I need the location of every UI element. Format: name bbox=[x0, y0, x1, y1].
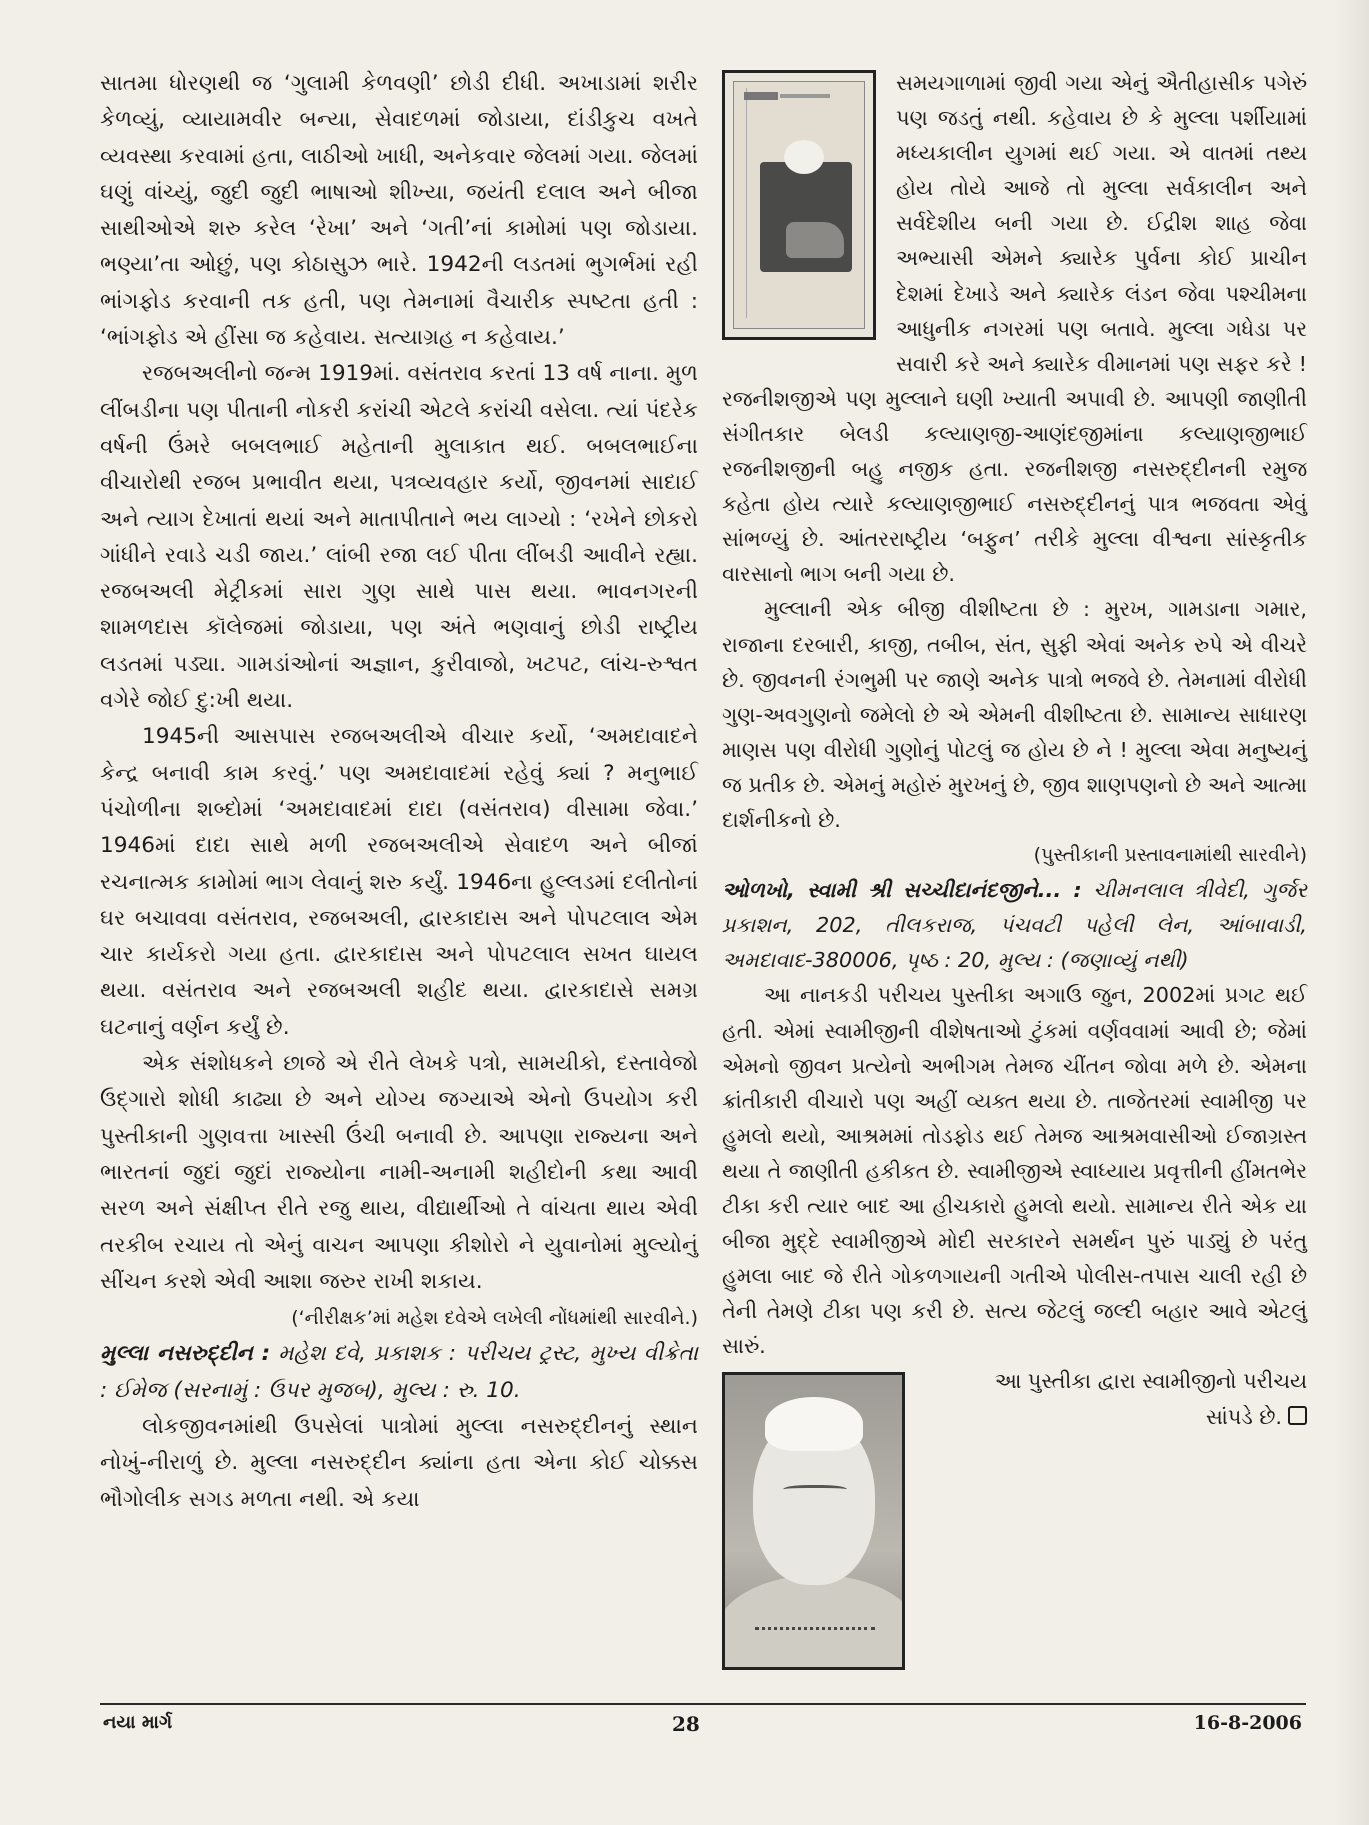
magazine-name: નયા માર્ગ bbox=[103, 1712, 173, 1733]
paragraph: 1945ની આસપાસ રજબઅલીએ વીચાર કર્યો, ‘અમદાવાદને કેન્દ્ર બનાવી કામ કરવું.’ પણ અમદાવાદમાં રહેવું ક્યાં ? મનુભાઈ પંચોળીના શબ્દોમાં ‘અમદાવાદમાં દાદા (વસંતરાવ) વીસામા જેવા.’ 1946માં દાદા સાથે મળી રજબઅલીએ સેવાદળ અને બીજાં રચનાત્મક કામોમાં ભાગ લેવાનું શરુ કર્યું. 1946ના હુલ્લડમાં દલીતોનાં ઘર બચાવવા વસંતરાવ, રજબઅલી, દ્વારકાદાસ અને પોપટલાલ એમ ચાર કાર્યકરો ગયા હતા. દ્વારકાદાસ અને પોપટલાલ સખત ઘાયલ થયા. વસંતરાવ અને રજબઅલી શહીદ થયા. દ્વારકાદાસે સમગ્ર ઘટનાનું વર્ણન કર્યું છે. bbox=[100, 724, 698, 1040]
paragraph: મુલ્લાની એક બીજી વીશીષ્ટતા છે : મુરખ, ગામડાના ગમાર, રાજાના દરબારી, કાજી, તબીબ, સંત, સુફી એવાં અનેક રુપે એ વીચરે છે. જીવનની રંગભુમી પર જાણે અનેક પાત્રો ભજવે છે. તેમનામાં વીરોધી ગુણ-અવગુણનો જમેલો છે એ એમની વીશીષ્ટતા છે. સામાન્ય સાધારણ માણસ પણ વીરોધી ગુણોનું પોટલું જ હોય છે ને ! મુલ્લા એવા મનુષ્યનું જ પ્રતીક છે. એમનું મહોરું મુરખનું છે, જીવ શાણપણનો છે અને આત્મા દાર્શનીકનો છે. bbox=[722, 597, 1307, 832]
book-title: ઓળખો, સ્વામી શ્રી સચ્ચીદાનંદજીને... : bbox=[722, 878, 1082, 903]
paragraph: સાતમા ધોરણથી જ ‘ગુલામી કેળવણી’ છોડી દીધી. અખાડામાં શરીર કેળવ્યું, વ્યાયામવીર બન્યા, સેવાદળમાં જોડાયા, દાંડીકુચ વખતે વ્યવસ્થા કરવામાં હતા, લાઠીઓ ખાધી, અનેકવાર જેલમાં ગયા. જેલમાં ઘણું વાંચ્યું, જુદી જુદી ભાષાઓ શીખ્યા, જયંતી દલાલ અને બીજા સાથીઓએ શરુ કરેલ ‘રેખા’ અને ‘ગતી’નાં કામોમાં પણ જોડાયા. ભણ્યા’તા ઓછું, પણ કોઠાસુઝ ભારે. 1942ની લડતમાં ભુગર્ભમાં રહી ભાંગફોડ કરવાની તક હતી, પણ તેમનામાં વૈચારીક સ્પષ્ટતા હતી : ‘ભાંગફોડ એ હીંસા જ કહેવાય. સત્યાગ્રહ ન કહેવાય.’ bbox=[100, 71, 698, 351]
paragraph: લોકજીવનમાંથી ઉપસેલાં પાત્રોમાં મુલ્લા નસરુદ્દીનનું સ્થાન નોખું-નીરાળું છે. મુલ્લા નસરુદ્દીન ક્યાંના હતા એના કોઈ ચોક્કસ ભૌગોલીક સગડ મળતા નથી. એ કયા bbox=[100, 1413, 698, 1512]
source-note: (‘નીરીક્ષક’માં મહેશ દવેએ લખેલી નોંધમાંથી સારવીને.) bbox=[291, 1307, 698, 1330]
paragraph: એક સંશોધકને છાજે એ રીતે લેખકે પત્રો, સામયીકો, દસ્તાવેજો ઉદ્ગારો શોધી કાઢ્યા છે અને યોગ્ય જગ્યાએ એનો ઉપયોગ કરી પુસ્તીકાની ગુણવત્તા ખાસ્સી ઉંચી બનાવી છે. આપણા રાજ્યના અને ભારતનાં જુદાં જુદાં રાજ્યોના નામી-અનામી શહીદોની કથા આવી સરળ અને સંક્ષીપ્ત રીતે રજુ થાય, વીદ્યાર્થીઓ તે વાંચતા થાય એવી તરકીબ રચાય તો એનું વાચન આપણા કીશોરો ને યુવાનોમાં મુલ્યોનું સીંચન કરશે એવી આશા જરુર રાખી શકાય. bbox=[100, 1051, 698, 1294]
book-review-heading bbox=[100, 1336, 698, 1409]
book-details: ચીમનલાલ ત્રીવેદી, ગુર્જર પ્રકાશન, 202, તીલકરાજ, પંચવટી પહેલી લેન, આંબાવાડી, અમદાવાદ-380006, પૃષ્ઠ : 20, મુલ્ય : (જણાવ્યું નથી) bbox=[722, 878, 1307, 973]
book-cover-image bbox=[722, 70, 876, 340]
book-review-heading bbox=[722, 873, 1307, 978]
paragraph: સમયગાળામાં જીવી ગયા એનું ઐતીહાસીક પગેરું પણ જડતું નથી. કહેવાય છે કે મુલ્લા પર્શીયામાં મધ્યકાલીન યુગમાં થઈ ગયા. એ વાતમાં તથ્ય હોય તોયે આજે તો મુલ્લા સર્વકાલીન અને સર્વદેશીય બની ગયા છે. ઈદ્રીશ શાહ જેવા અભ્યાસી એમને ક્યારેક પુર્વના કોઈ પ્રાચીન દેશમાં દેખાડે અને ક્યારેક લંડન જેવા પશ્ચીમના આધુનીક નગરમાં પણ બતાવે. મુલ્લા ગધેડા પર સવારી કરે અને ક્યારેક વીમાનમાં પણ સફર કરે ! રજનીશજીએ પણ મુલ્લાને ઘણી ખ્યાતી અપાવી છે. આપણી જાણીતી સંગીતકાર બેલડી કલ્યાણજી-આણંદજીમાંના કલ્યાણજીભાઈ રજનીશજીની બહુ નજીક હતા. રજનીશજી નસરુદ્દીનની રમુજ કહેતા હોય ત્યારે કલ્યાણજીભાઈ નસરુદ્દીનનું પાત્ર ભજવતા એવું સાંભળ્યું છે. આંતરરાષ્ટ્રીય ‘બફુન’ તરીકે મુલ્લા વીશ્વના સાંસ્કૃતીક વારસાનો ભાગ બની ગયા છે. bbox=[722, 71, 1308, 587]
page-number: 28 bbox=[672, 1712, 700, 1736]
portrait-photo bbox=[722, 1372, 905, 1670]
right-column bbox=[722, 66, 1307, 1678]
page-fold-shadow bbox=[1334, 0, 1369, 1825]
paragraph bbox=[722, 978, 1307, 1364]
book-title: મુલ્લા નસરુદ્દીન : bbox=[100, 1341, 271, 1367]
footer-divider bbox=[100, 1703, 1306, 1705]
paragraph-lead: આ નાનકડી પરીચય પુસ્તીકા અગાઉ જુન, 2002માં પ્રગટ થઈ હતી. એમાં સ્વામીજીની વીશેષતાઓ ટુંકમાં વર્ણવવામાં આવી છે; જેમાં એમનો જીવન પ્રત્યેનો અભીગમ તેમજ ચીંતન જોવા મળે છે. એમના ક્રાંતીકારી વીચારો પણ અહીં વ્યક્ત થયા છે. તાજેતરમાં સ્વામીજી પર હુમલો થયો, આશ્રમમાં તોડફોડ થઈ તેમજ આશ્રમવાસીઓ ઈજાગ્રસ્ત થયા તે જાણીતી હકીકત છે. સ્વામીજીએ સ્વાધ્યાય પ્રવૃત્તીની હીંમતભેર ટીકા કરી ત્યાર બાદ આ હીચકારો હુમલો થયો. સામાન્ય રીતે એક યા બીજા મુદ્દે સ્વામીજીએ મોદી સરકારને સમર્થન પુરું પાડ્યું છે પરંતુ હુમલા બાદ જે રીતે ગોકળગાયની ગતીએ પોલીસ-તપાસ ચાલી રહી છે તેની તેમણે ટીકા પણ કરી છે. સત્ય જેટલું જલ્દી બહાર આવે એટલું સારું. bbox=[722, 983, 1307, 1359]
end-mark-icon bbox=[1288, 1406, 1307, 1425]
paragraph: રજબઅલીનો જન્મ 1919માં. વસંતરાવ કરતાં 13 વર્ષ નાના. મુળ લીંબડીના પણ પીતાની નોકરી કરાંચી એટલે કરાંચી વસેલા. ત્યાં પંદરેક વર્ષની ઉંમરે બબલભાઈ મહેતાની મુલાકાત થઈ. બબલભાઈના વીચારોથી રજબ પ્રભાવીત થયા, પત્રવ્યવહાર કર્યો, જીવનમાં સાદાઈ અને ત્યાગ દેખાતાં થયાં અને માતાપીતાને ભય લાગ્યો : ‘રખેને છોકરો ગાંધીને રવાડે ચડી જાય.’ લાંબી રજા લઈ પીતા લીંબડી આવીને રહ્યા. રજબઅલી મેટ્રીકમાં સારા ગુણ સાથે પાસ થયા. ભાવનગરની શામળદાસ કૉલેજમાં જોડાયા, પણ અંતે ભણવાનું છોડી રાષ્ટ્રીય લડતમાં પડ્યા. ગામડાંઓનાં અજ્ઞાન, કુરીવાજો, ખટપટ, લાંચ-રુશ્વત વગેરે જોઈ દુ:ખી થયા. bbox=[100, 361, 698, 714]
left-column bbox=[100, 66, 698, 1518]
issue-date: 16-8-2006 bbox=[1193, 1712, 1302, 1734]
book-details: મહેશ દવે, પ્રકાશક : પરીચય ટ્રસ્ટ, મુખ્ય વીક્રેતા : ઈમેજ (સરનામું : ઉપર મુજબ), મુલ્ય : રુ. 10. bbox=[100, 1341, 698, 1403]
closing-line: આ પુસ્તીકા દ્વારા સ્વામીજીનો પરીચય સાંપડે છે. bbox=[994, 1369, 1307, 1429]
source-note: (પુસ્તીકાની પ્રસ્તાવનામાંથી સારવીને) bbox=[1033, 844, 1307, 867]
